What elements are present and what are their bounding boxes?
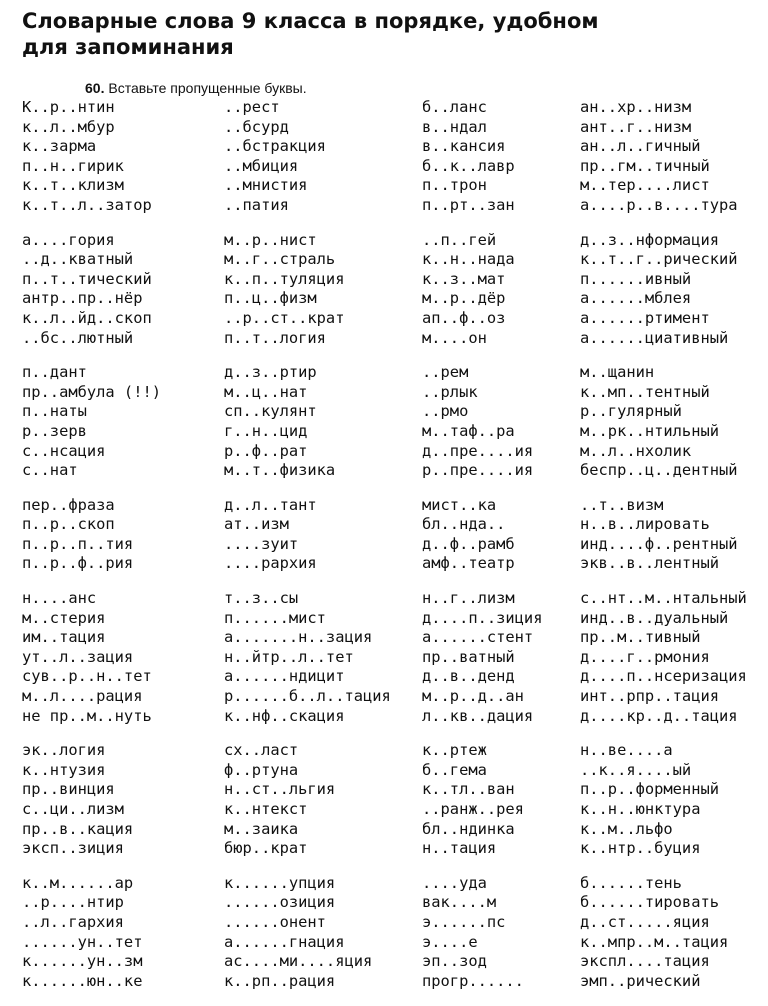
dictionary-word: ......озиция [224,893,336,912]
dictionary-word: к......ун..зм [22,952,143,971]
dictionary-word: р..пре....ия [422,461,534,480]
dictionary-word: эк..логия [22,741,106,760]
dictionary-word: эп..зод [422,952,487,971]
dictionary-word: ат..изм [224,515,289,534]
dictionary-word: м..щанин [580,363,655,382]
dictionary-word: антр..пр..нёр [22,289,143,308]
dictionary-word: д..пре....ия [422,441,534,460]
dictionary-word: к..л..йд..скоп [22,308,152,327]
dictionary-word: ап..ф..оз [422,308,506,327]
dictionary-word: к..п..туляция [224,269,345,288]
dictionary-word: п..т..логия [224,328,326,347]
word-column-4 [580,98,747,1006]
word-column-1 [22,98,161,1006]
dictionary-word: экв..в..лентный [580,554,719,573]
dictionary-word: пр..м..тивный [580,628,701,647]
dictionary-word: ..рлык [422,382,478,401]
dictionary-word: р......б..л..тация [224,687,391,706]
dictionary-word: ......онент [224,912,326,931]
dictionary-word: н..ст..льгия [224,780,336,799]
word-group [580,874,747,992]
dictionary-word: д....кр..д..тация [580,706,738,725]
dictionary-word: к..з..мат [422,269,506,288]
dictionary-word: не пр..м..нуть [22,706,152,725]
dictionary-word: ут..л..зация [22,647,134,666]
dictionary-word: п..р..скоп [22,515,115,534]
word-group [422,589,542,726]
dictionary-word: сп..кулянт [224,402,317,421]
dictionary-word: бюр..крат [224,839,308,858]
dictionary-word: ..ранж..рея [422,800,524,818]
dictionary-word: ..бстракция [224,137,326,156]
word-group [422,496,542,574]
dictionary-word: э....е [422,932,478,951]
dictionary-word: а......стент [422,628,534,647]
word-group [22,98,161,216]
dictionary-word: ан..л..гичный [580,137,701,156]
dictionary-word: н..в..лировать [580,515,710,534]
dictionary-word: д..з..ртир [224,363,317,382]
dictionary-word: а......мблея [580,289,692,308]
word-group [22,363,161,481]
dictionary-word: к..нтекст [224,800,308,818]
dictionary-word: м..р..д..ан [422,687,524,706]
dictionary-word: д..з..нформация [580,230,719,249]
dictionary-word: б..к..лавр [422,156,515,175]
dictionary-word: м..ц..нат [224,382,308,401]
page-title [22,8,742,60]
dictionary-word: ..мнистия [224,176,308,195]
dictionary-word: ..бсурд [224,117,289,136]
dictionary-word: п..трон [422,176,487,195]
dictionary-word: п..р..п..тия [22,534,134,553]
dictionary-word: м..тер....лист [580,176,710,195]
dictionary-word: к..л..мбур [22,117,115,136]
word-group [224,589,391,726]
dictionary-word: п..рт..зан [422,195,515,214]
dictionary-word: к..ртеж [422,741,487,760]
word-group [22,496,161,574]
word-group [22,741,161,859]
dictionary-word: инт..рпр..тация [580,687,719,706]
dictionary-word: м....он [422,328,487,347]
word-group [224,874,391,992]
dictionary-word: п......ивный [580,269,692,288]
dictionary-word: а......гнация [224,932,345,951]
dictionary-word: пр..винция [22,780,115,799]
dictionary-word: к..мп..тентный [580,382,710,401]
word-group [224,741,391,859]
dictionary-word: м..таф..ра [422,421,515,440]
dictionary-word: д....п..зиция [422,608,543,627]
dictionary-word: ..п..гей [422,230,497,249]
dictionary-word: л..кв..дация [422,706,534,725]
dictionary-word: к..рп..рация [224,971,336,990]
dictionary-word: д..ф..рамб [422,534,515,553]
dictionary-word: пр..гм..тичный [580,156,710,175]
dictionary-word: м..р..дёр [422,289,506,308]
dictionary-word: д..л..тант [224,495,317,514]
dictionary-word: с..нат [22,461,78,480]
dictionary-word: инд....ф..рентный [580,534,738,553]
dictionary-word: н....анс [22,589,97,608]
dictionary-word: н..г..лизм [422,589,515,608]
dictionary-word: ант..г..низм [580,117,692,136]
dictionary-word: д..в..денд [422,667,515,686]
dictionary-word: ..к..я....ый [580,760,692,779]
dictionary-word: ..т..визм [580,495,664,514]
word-group [22,589,161,726]
dictionary-word: ....зуит [224,534,299,553]
dictionary-word: д....г..рмония [580,647,710,666]
dictionary-word: п......мист [224,608,326,627]
dictionary-word: п..р..форменный [580,780,719,799]
dictionary-word: к..т..г..рический [580,250,738,269]
dictionary-word: ф..ртуна [224,760,299,779]
dictionary-word: в..ндал [422,117,487,136]
word-group [422,231,542,349]
dictionary-word: а......ндицит [224,667,345,686]
dictionary-word: п..р..ф..рия [22,554,134,573]
dictionary-word: м..л..нхолик [580,441,692,460]
dictionary-word: бл..ндинка [422,819,515,838]
dictionary-word: м..г..страль [224,250,336,269]
word-group [580,589,747,726]
dictionary-word: с..ци..лизм [22,800,124,818]
word-group [224,231,391,349]
dictionary-word: к..т..клизм [22,176,124,195]
dictionary-word: м..л....рация [22,687,143,706]
dictionary-word: р..ф..рат [224,441,308,460]
dictionary-word: пр..в..кация [22,819,134,838]
dictionary-word: к..мпр..м..тация [580,932,729,951]
exercise-number: 60. [85,80,105,96]
dictionary-word: ......ун..тет [22,932,143,951]
dictionary-word: инд..в..дуальный [580,608,729,627]
dictionary-word: п..дант [22,363,87,382]
dictionary-word: к..тл..ван [422,780,515,799]
word-group [224,496,391,574]
word-group [580,231,747,349]
dictionary-word: ..мбиция [224,156,299,175]
dictionary-word: прогр...... [422,971,524,990]
dictionary-word: ....уда [422,873,487,892]
dictionary-word: амф..театр [422,554,515,573]
dictionary-word: К..р..нтин [22,98,115,116]
dictionary-word: а....гория [22,230,115,249]
dictionary-word: ..р..ст..крат [224,308,345,327]
word-column-2 [224,98,391,1006]
dictionary-word: к..н..нада [422,250,515,269]
word-group [224,98,391,216]
dictionary-word: п..т..тический [22,269,152,288]
word-group [422,363,542,481]
dictionary-word: н..тация [422,839,497,858]
dictionary-word: к..зарма [22,137,97,156]
dictionary-word: п..ц..физм [224,289,317,308]
dictionary-word: а.......н..зация [224,628,373,647]
dictionary-word: р..зерв [22,421,87,440]
dictionary-word: ..р....нтир [22,893,124,912]
dictionary-word: т..з..сы [224,589,299,608]
word-group [580,496,747,574]
dictionary-word: к..нф..скация [224,706,345,725]
title-line-1: Словарные слова 9 класса в порядке, удобном [22,9,599,33]
dictionary-word: ..рем [422,363,469,382]
instruction-text: Вставьте пропущенные буквы. [108,80,307,96]
title-line-2: для запоминания [22,35,234,59]
dictionary-word: ....рархия [224,554,317,573]
exercise-instruction [85,80,307,96]
dictionary-word: п..наты [22,402,87,421]
dictionary-word: сх..ласт [224,741,299,760]
dictionary-word: ас....ми....яция [224,952,373,971]
dictionary-word: мист..ка [422,495,497,514]
dictionary-word: с..нсация [22,441,106,460]
dictionary-word: м..р..нист [224,230,317,249]
dictionary-word: г..н..цид [224,421,308,440]
dictionary-word: б..ланс [422,98,487,116]
dictionary-word: сув..р..н..тет [22,667,152,686]
dictionary-word: эмп..рический [580,971,701,990]
dictionary-word: ..рест [224,98,280,116]
dictionary-word: эксп..зиция [22,839,124,858]
dictionary-word: н..йтр..л..тет [224,647,354,666]
dictionary-word: э......пс [422,912,506,931]
dictionary-word: пр..ватный [422,647,515,666]
dictionary-word: б......тировать [580,893,719,912]
dictionary-word: м..стерия [22,608,106,627]
dictionary-word: в..кансия [422,137,506,156]
dictionary-word: а....р..в....тура [580,195,738,214]
word-group [22,231,161,349]
dictionary-word: а......ртимент [580,308,710,327]
dictionary-word: д..ст.....яция [580,912,710,931]
dictionary-word: ..л..гархия [22,912,124,931]
dictionary-word: м..заика [224,819,299,838]
word-group [580,98,747,216]
dictionary-word: ..патия [224,195,289,214]
dictionary-word: к..нтузия [22,760,106,779]
dictionary-word: к..м..льфо [580,819,673,838]
dictionary-word: д....п..нсеризация [580,667,747,686]
word-group [22,874,161,992]
dictionary-word: м..т..физика [224,461,336,480]
word-group [580,363,747,481]
dictionary-word: с..нт..м..нтальный [580,589,747,608]
word-group [422,874,542,992]
word-column-3 [422,98,542,1006]
dictionary-word: б......тень [580,873,682,892]
dictionary-word: ..д..кватный [22,250,134,269]
dictionary-word: б..гема [422,760,487,779]
dictionary-word: пр..амбула (!!) [22,382,161,401]
dictionary-word: вак....м [422,893,497,912]
dictionary-word: к......юн..ке [22,971,143,990]
dictionary-word: экспл....тация [580,952,710,971]
word-group [422,98,542,216]
dictionary-word: беспр..ц..дентный [580,461,738,480]
word-group [422,741,542,859]
dictionary-word: к......упция [224,873,336,892]
dictionary-word: п..н..гирик [22,156,124,175]
dictionary-word: н..ве....а [580,741,673,760]
dictionary-word: бл..нда.. [422,515,506,534]
dictionary-word: к..н..юнктура [580,800,701,818]
dictionary-word: ..бс..лютный [22,328,134,347]
dictionary-word: пер..фраза [22,495,115,514]
word-group [224,363,391,481]
dictionary-word: м..рк..нтильный [580,421,719,440]
dictionary-word: им..тация [22,628,106,647]
dictionary-word: ан..хр..низм [580,98,692,116]
dictionary-word: р..гулярный [580,402,682,421]
dictionary-word: к..т..л..затор [22,195,152,214]
dictionary-word: ..рмо [422,402,469,421]
dictionary-word: к..нтр..буция [580,839,701,858]
word-group [580,741,747,859]
dictionary-word: к..м......ар [22,873,134,892]
dictionary-word: а......циативный [580,328,729,347]
